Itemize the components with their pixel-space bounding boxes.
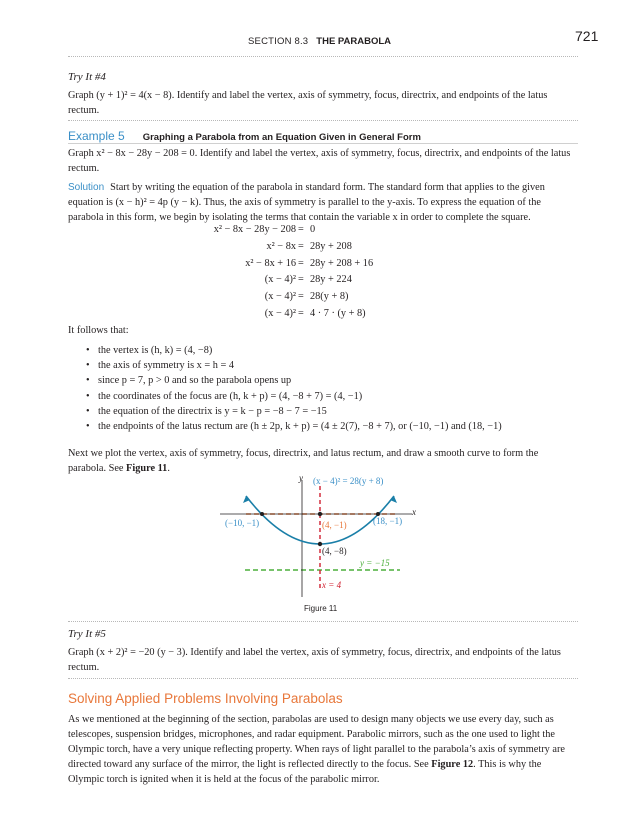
equals-sign: = (298, 240, 304, 252)
equation-rhs: 28(y + 8) (310, 291, 349, 303)
equation-lhs: x² − 8x (266, 240, 296, 252)
left-endpoint-label: (−10, −1) (225, 518, 260, 528)
equation-line (0, 241, 630, 256)
equation-rhs: 28y + 208 + 16 (310, 257, 374, 269)
follows-text: It follows that: (68, 325, 129, 336)
figure-11-graph (200, 472, 430, 602)
try-it-4-label: Try It #4 (68, 71, 106, 83)
list-item: • the endpoints of the latus rectum are (h ± 2p, k + p) = (4 ± 2(7), −8 + 7), or (−10, −1) and (18, −1) (86, 419, 586, 434)
solution-paragraph (68, 180, 576, 225)
list-item: • the coordinates of the focus are (h, k + p) = (4, −8 + 7) = (4, −1) (86, 389, 586, 404)
focus-point (318, 512, 322, 516)
figure-reference[interactable]: Figure 11 (126, 463, 168, 474)
next-text: Next we plot the vertex, axis of symmetry, focus, directrix, and latus rectum, and draw a smooth curve to form the parabola. See (68, 448, 539, 474)
divider (68, 678, 578, 679)
example-problem: Graph x² − 8x − 28y − 208 = 0. Identify and label the vertex, axis of symmetry, focus, directrix, and endpoints of the latus rectum. (68, 148, 571, 174)
list-item: • since p = 7, p > 0 and so the parabola opens up (86, 373, 586, 388)
equals-sign: = (298, 308, 304, 319)
equation-rhs: 28y + 224 (310, 274, 352, 286)
list-item: • the equation of the directrix is y = k − p = −8 − 7 = −15 (86, 404, 586, 419)
try-it-4-text: Graph (y + 1)² = 4(x − 8). Identify and label the vertex, axis of symmetry, focus, directrix, and endpoints of the latus rectum. (68, 90, 548, 116)
x-axis-label: x (412, 507, 416, 517)
solution-label: Solution (68, 182, 105, 193)
try-it-5-text: Graph (x + 2)² = −20 (y − 3). Identify and label the vertex, axis of symmetry, focus, directrix, and endpoints of the latus rectum. (68, 647, 561, 673)
curve-arrow-right (390, 496, 397, 503)
equation-line (0, 291, 630, 306)
equation-line (0, 258, 630, 273)
section-heading: Solving Applied Problems Involving Parabolas (68, 691, 343, 706)
latus-left-point (260, 512, 264, 516)
curve-arrow-left (243, 496, 250, 503)
divider (68, 120, 578, 121)
page-number: 721 (575, 28, 599, 44)
section-number: SECTION 8.3 (248, 36, 309, 47)
directrix-label: y = −15 (360, 558, 390, 568)
example-label: Example 5 (68, 129, 125, 143)
divider (68, 143, 578, 144)
equals-sign: = (298, 274, 304, 286)
equation-rhs: 0 (310, 224, 316, 235)
solution-text: Start by writing the equation of the parabola in standard form. The standard form that applies to the given equation is (x − h)² = 4p (y − k). Thus, the axis of symmetry is parallel to the y-axis. To express the equation of the parabola in this form, we begin by isolating the terms that contain the variable x in order to complete the square. (68, 182, 545, 223)
equation-lhs: x² − 8x + 16 (245, 257, 296, 269)
figure-12-reference[interactable]: Figure 12 (431, 759, 474, 770)
try-it-5-label: Try It #5 (68, 628, 106, 640)
divider (68, 56, 578, 57)
divider (68, 621, 578, 622)
applied-paragraph (68, 712, 576, 787)
equation-rhs: 28y + 208 (310, 240, 352, 252)
result-list (86, 343, 586, 434)
vertex-label: (4, −8) (322, 546, 347, 556)
equation-rhs: 4 · 7 · (y + 8) (310, 308, 366, 319)
applied-text-end: . This is why the Olympic torch is ignited when it is held at the focus of the parabolic mirror. (68, 759, 542, 785)
equation-lhs: (x − 4)² (264, 291, 296, 303)
running-header (248, 31, 391, 49)
equation-label: (x − 4)² = 28(y + 8) (313, 476, 384, 486)
list-item: • the vertex is (h, k) = (4, −8) (86, 343, 586, 358)
equals-sign: = (298, 257, 304, 269)
example-title: Graphing a Parabola from an Equation Given in General Form (142, 132, 421, 143)
equation-lhs: (x − 4)² (264, 308, 296, 319)
right-endpoint-label: (18, −1) (373, 516, 403, 526)
equation-lhs: (x − 4)² (264, 274, 296, 286)
equation-line (0, 308, 630, 323)
list-item: • the axis of symmetry is x = h = 4 (86, 358, 586, 373)
next-text-end: . (167, 463, 170, 474)
section-title: THE PARABOLA (316, 36, 392, 47)
figure-caption: Figure 11 (304, 604, 338, 613)
axis-of-symmetry-label: x = 4 (322, 580, 342, 590)
equals-sign: = (298, 224, 304, 235)
focus-label: (4, −1) (322, 520, 347, 530)
equals-sign: = (298, 291, 304, 303)
applied-text: As we mentioned at the beginning of the section, parabolas are used to design many objects we use every day, such as telescopes, suspension bridges, microphones, and radar equipment. Parabolic mirrors, such as the one used to light the Olympic torch, have a very unique reflecting property. When rays of light parallel to the parabola’s axis of symmetry are directed toward any surface of the mirror, the light is reflected directly to the focus. See (68, 714, 565, 770)
equation-line (0, 274, 630, 289)
y-axis-label: y (299, 473, 303, 483)
equation-line: x² − 8x − 28y − 208 (213, 224, 296, 235)
